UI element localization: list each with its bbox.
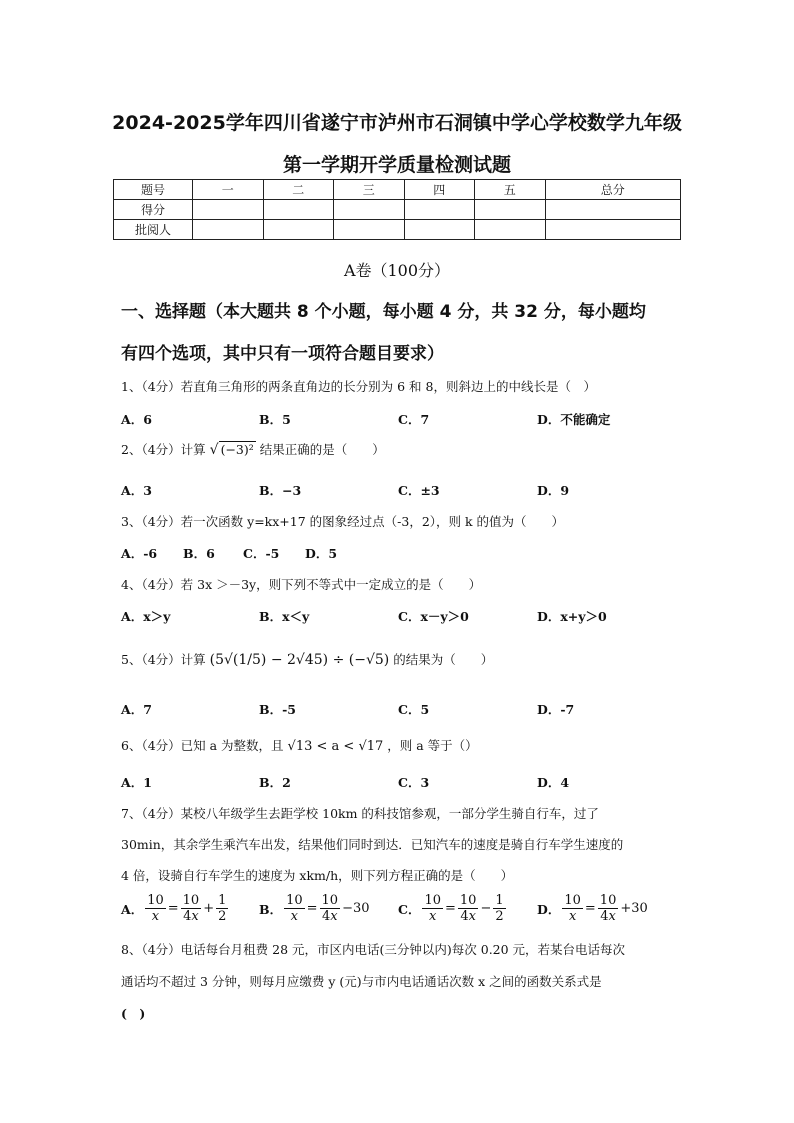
score-cell: [404, 220, 475, 240]
score-cell: [334, 200, 405, 220]
question-6-stem: [121, 736, 478, 754]
q2-prefix: 2、（4分）计算: [121, 442, 206, 457]
score-cell: [193, 220, 264, 240]
q3-option-b: B．6: [183, 546, 215, 561]
score-row-defen: [114, 200, 681, 220]
score-cell: [263, 200, 334, 220]
paper-subtitle: A卷（100分）: [343, 261, 451, 280]
question-5-stem: [121, 650, 493, 668]
score-cell: [334, 220, 405, 240]
q7-option-a-equation: $\frac{10}{x}$ = $\frac{10}{4x}$ + $\frac{1}{2}$: [147, 893, 227, 924]
question-7-line3: 4 倍，设骑自行车学生的速度为 xkm/h，则下列方程正确的是（ ）: [121, 868, 514, 883]
score-cell: [475, 200, 546, 220]
q5-prefix: 5、（4分）计算: [121, 652, 206, 667]
q7-option-d-letter: D．: [537, 901, 561, 917]
score-cell: [545, 220, 681, 240]
q6-option-b: B．2: [259, 775, 291, 790]
q7-option-d: [537, 893, 648, 924]
q2-suffix: 结果正确的是（ ）: [259, 442, 385, 457]
q1-option-a: A．6: [121, 412, 152, 427]
q6-option-d: D．4: [537, 775, 570, 790]
question-8-line2: 通话均不超过 3 分钟，则每月应缴费 y (元)与市内电话通话次数 x 之间的函数关系式是: [121, 974, 602, 989]
question-1-stem: 1、（4分）若直角三角形的两条直角边的长分别为 6 和 8，则斜边上的中线长是（ ）: [121, 379, 596, 394]
q5-suffix: 的结果为（ ）: [393, 652, 494, 667]
score-col-1: 一: [193, 180, 264, 200]
q6-expression: √13 < a < √17: [287, 739, 384, 754]
score-col-5: 五: [475, 180, 546, 200]
q7-option-b-letter: B．: [259, 901, 283, 917]
score-cell: [404, 200, 475, 220]
section-heading-line1: 一、选择题（本大题共 8 个小题，每小题 4 分，共 32 分，每小题均: [121, 302, 646, 322]
score-col-3: 三: [334, 180, 405, 200]
score-row-label: 得分: [114, 200, 193, 220]
q1-option-c: C．7: [398, 412, 430, 427]
score-row-reviewer: [114, 220, 681, 240]
q6-option-a: A．1: [121, 775, 152, 790]
q4-option-b: B．x＜y: [259, 609, 310, 624]
q2-option-b: B．−3: [259, 483, 302, 498]
q6-suffix: ，则 a 等于（）: [387, 738, 478, 753]
question-4-stem: 4、（4分）若 3x ＞－3y，则下列不等式中一定成立的是（ ）: [121, 577, 482, 592]
q5-option-d: D．-7: [537, 702, 575, 717]
score-col-total: 总分: [545, 180, 681, 200]
q4-option-d: D．x+y＞0: [537, 609, 607, 624]
q7-option-a: [121, 893, 230, 924]
score-cell: [475, 220, 546, 240]
score-cell: [263, 220, 334, 240]
q2-radicand: (−3)²: [220, 442, 254, 457]
q4-option-a: A．x＞y: [121, 609, 171, 624]
q3-option-c: C．-5: [243, 546, 280, 561]
q5-expression: (5√(1/5) − 2√45) ÷ (−√5): [209, 652, 390, 668]
section-heading-line2: 有四个选项，其中只有一项符合题目要求）: [121, 344, 444, 364]
q7-option-c-letter: C．: [398, 901, 421, 917]
q5-option-c: C．5: [398, 702, 430, 717]
q6-prefix: 6、（4分）已知 a 为整数，且: [121, 738, 284, 753]
q7-option-b-equation: $\frac{10}{x}$ = $\frac{10}{4x}$ −30: [286, 893, 370, 924]
question-3-stem: 3、（4分）若一次函数 y=kx+17 的图象经过点（-3，2），则 k 的值为（ ）: [121, 514, 565, 529]
question-7-line1: 7、（4分）某校八年级学生去距学校 10km 的科技馆参观，一部分学生骑自行车，过了: [121, 806, 599, 821]
page-title-line1: 2024-2025学年四川省遂宁市泸州市石洞镇中学心学校数学九年级: [112, 112, 682, 134]
score-col-4: 四: [404, 180, 475, 200]
q7-option-d-equation: $\frac{10}{x}$ = $\frac{10}{4x}$ +30: [564, 893, 648, 924]
q7-option-c: [398, 893, 508, 924]
question-2-stem: 2、（4分）计算 √ (−3)² 结果正确的是（ ）: [121, 442, 385, 458]
question-8-line1: 8、（4分）电话每台月租费 28 元，市区内电话(三分钟以内)每次 0.20 元，若某台电话每次: [121, 942, 626, 957]
score-row-label: 批阅人: [114, 220, 193, 240]
score-col-2: 二: [263, 180, 334, 200]
q3-option-d: D．5: [305, 546, 338, 561]
q2-option-c: C．±3: [398, 483, 440, 498]
score-cell: [545, 200, 681, 220]
score-table-header-row: [114, 180, 681, 200]
q7-option-b: [259, 893, 370, 924]
q7-option-a-letter: A．: [121, 901, 144, 917]
q2-option-a: A．3: [121, 483, 152, 498]
q3-option-a: A．-6: [121, 546, 158, 561]
question-7-line2: 30min，其余学生乘汽车出发，结果他们同时到达．已知汽车的速度是骑自行车学生速度的: [121, 837, 624, 852]
q7-option-c-equation: $\frac{10}{x}$ = $\frac{10}{4x}$ − $\frac{1}{2}$: [424, 893, 504, 924]
q5-option-a: A．7: [121, 702, 152, 717]
score-cell: [193, 200, 264, 220]
q4-option-c: C．x－y＞0: [398, 609, 469, 624]
q5-option-b: B．-5: [259, 702, 296, 717]
score-col-label: 题号: [114, 180, 193, 200]
q1-option-d: D．不能确定: [537, 412, 611, 427]
score-table: [113, 179, 681, 240]
question-8-line3: ( ): [121, 1006, 146, 1021]
q2-option-d: D．9: [537, 483, 570, 498]
q1-option-b: B．5: [259, 412, 291, 427]
q6-option-c: C．3: [398, 775, 430, 790]
page-title-line2: 第一学期开学质量检测试题: [282, 154, 511, 176]
